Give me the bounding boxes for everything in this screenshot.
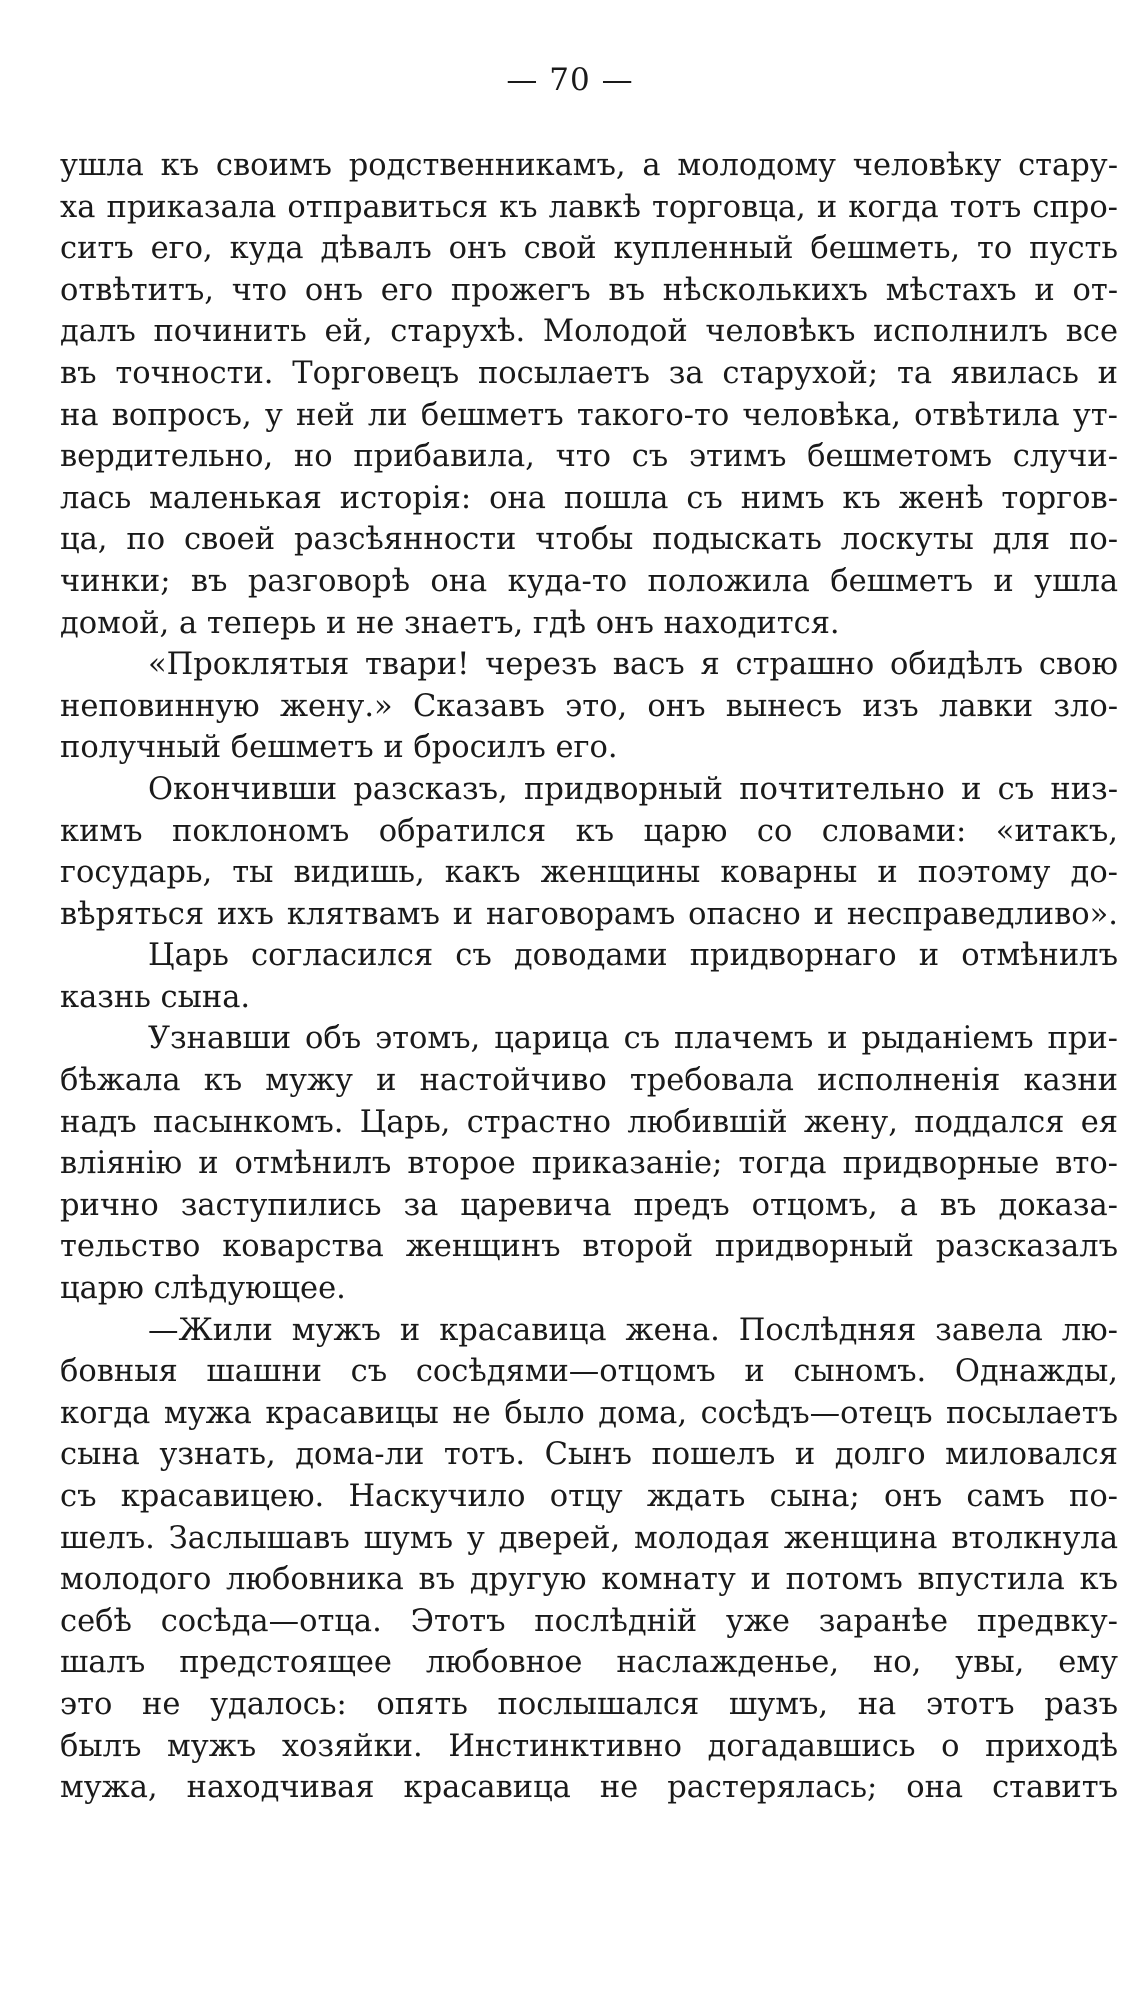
text-line: «Проклятыя твари! черезъ васъ я страшно обидѣлъ свою [148, 647, 1118, 683]
text-line: Окончивши разсказъ, придворный почтительно и съ низ- [148, 771, 1118, 807]
text-line: когда мужа красавицы не было дома, сосѣдъ—отецъ посылаетъ [60, 1395, 1118, 1431]
text-line: неповинную жену.» Сказавъ это, онъ вынесъ изъ лавки зло- [60, 688, 1118, 724]
text-line: шалъ предстоящее любовное наслажденье, но, увы, ему [60, 1645, 1118, 1681]
text-line: Узнавши объ этомъ, царица съ плачемъ и рыданіемъ при- [148, 1021, 1118, 1057]
text-line: въ точности. Торговецъ посылаетъ за старухой; та явилась и [60, 355, 1118, 391]
text-line: вліянію и отмѣнилъ второе приказаніе; тогда придворные вто- [60, 1146, 1118, 1182]
text-line: бѣжала къ мужу и настойчиво требовала исполненія казни [60, 1063, 1118, 1099]
text-line: получный бешметъ и бросилъ его. [60, 730, 618, 766]
text-line: —Жили мужъ и красавица жена. Послѣдняя завела лю- [148, 1312, 1118, 1348]
text-line: ушла къ своимъ родственникамъ, а молодому человѣку стару- [60, 148, 1118, 183]
text-line: бовныя шашни съ сосѣдями—отцомъ и сыномъ. Однажды, [60, 1354, 1118, 1390]
text-line: сына узнать, дома-ли тотъ. Сынъ пошелъ и долго миловался [60, 1437, 1118, 1473]
text-line: ситъ его, куда дѣвалъ онъ свой купленный бешметь, то пусть [60, 231, 1118, 267]
text-line: съ красавицею. Наскучило отцу ждать сына; онъ самъ по- [60, 1479, 1118, 1514]
text-line: отвѣтитъ, что онъ его прожегъ въ нѣсколькихъ мѣстахъ и от- [60, 272, 1118, 308]
text-line: шелъ. Заслышавъ шумъ у дверей, молодая женщина втолкнула [60, 1520, 1118, 1556]
text-line: рично заступились за царевича предъ отцомъ, а въ доказа- [60, 1187, 1118, 1223]
text-line: надъ пасынкомъ. Царь, страстно любившій жену, поддался ея [60, 1104, 1118, 1140]
text-line: лась маленькая исторія: она пошла съ нимъ къ женѣ торгов- [60, 480, 1118, 516]
body-text [60, 145, 1118, 1809]
text-line: на вопросъ, у ней ли бешметъ такого-то человѣка, отвѣтила ут- [60, 397, 1118, 433]
page-number: — 70 — [506, 62, 634, 98]
text-line: это не удалось: опять послышался шумъ, на этотъ разъ [60, 1686, 1118, 1722]
text-line: ха приказала отправиться къ лавкѣ торговца, и когда тотъ спро- [60, 189, 1118, 225]
text-line: вѣряться ихъ клятвамъ и наговорамъ опасно и несправедливо». [60, 896, 1118, 932]
text-line: царю слѣдующее. [60, 1271, 346, 1307]
text-line: казнь сына. [60, 979, 251, 1015]
text-line: домой, а теперь и не знаетъ, гдѣ онъ находится. [60, 605, 840, 641]
text-line: кимъ поклономъ обратился къ царю со словами: «итакъ, [60, 813, 1118, 849]
text-line: вердительно, но прибавила, что съ этимъ бешметомъ случи- [60, 439, 1118, 475]
text-line: ца, по своей разсѣянности чтобы подыскать лоскуты для по- [60, 522, 1118, 558]
text-line: государь, ты видишь, какъ женщины коварны и поэтому до- [60, 855, 1118, 891]
text-line: молодого любовника въ другую комнату и потомъ впустила къ [60, 1562, 1118, 1598]
text-line: чинки; въ разговорѣ она куда-то положила бешметъ и ушла [60, 563, 1118, 599]
text-line: тельство коварства женщинъ второй придворный разсказалъ [60, 1229, 1118, 1265]
text-line: себѣ сосѣда—отца. Этотъ послѣдній уже заранѣе предвку- [60, 1603, 1118, 1639]
text-line: Царь согласился съ доводами придворнаго и отмѣнилъ [148, 938, 1118, 974]
text-line: былъ мужъ хозяйки. Инстинктивно догадавшись о приходѣ [60, 1728, 1118, 1764]
text-line: далъ починить ей, старухѣ. Молодой человѣкъ исполнилъ все [60, 314, 1118, 350]
text-line: мужа, находчивая красавица не растерялась; она ставитъ [60, 1770, 1118, 1806]
